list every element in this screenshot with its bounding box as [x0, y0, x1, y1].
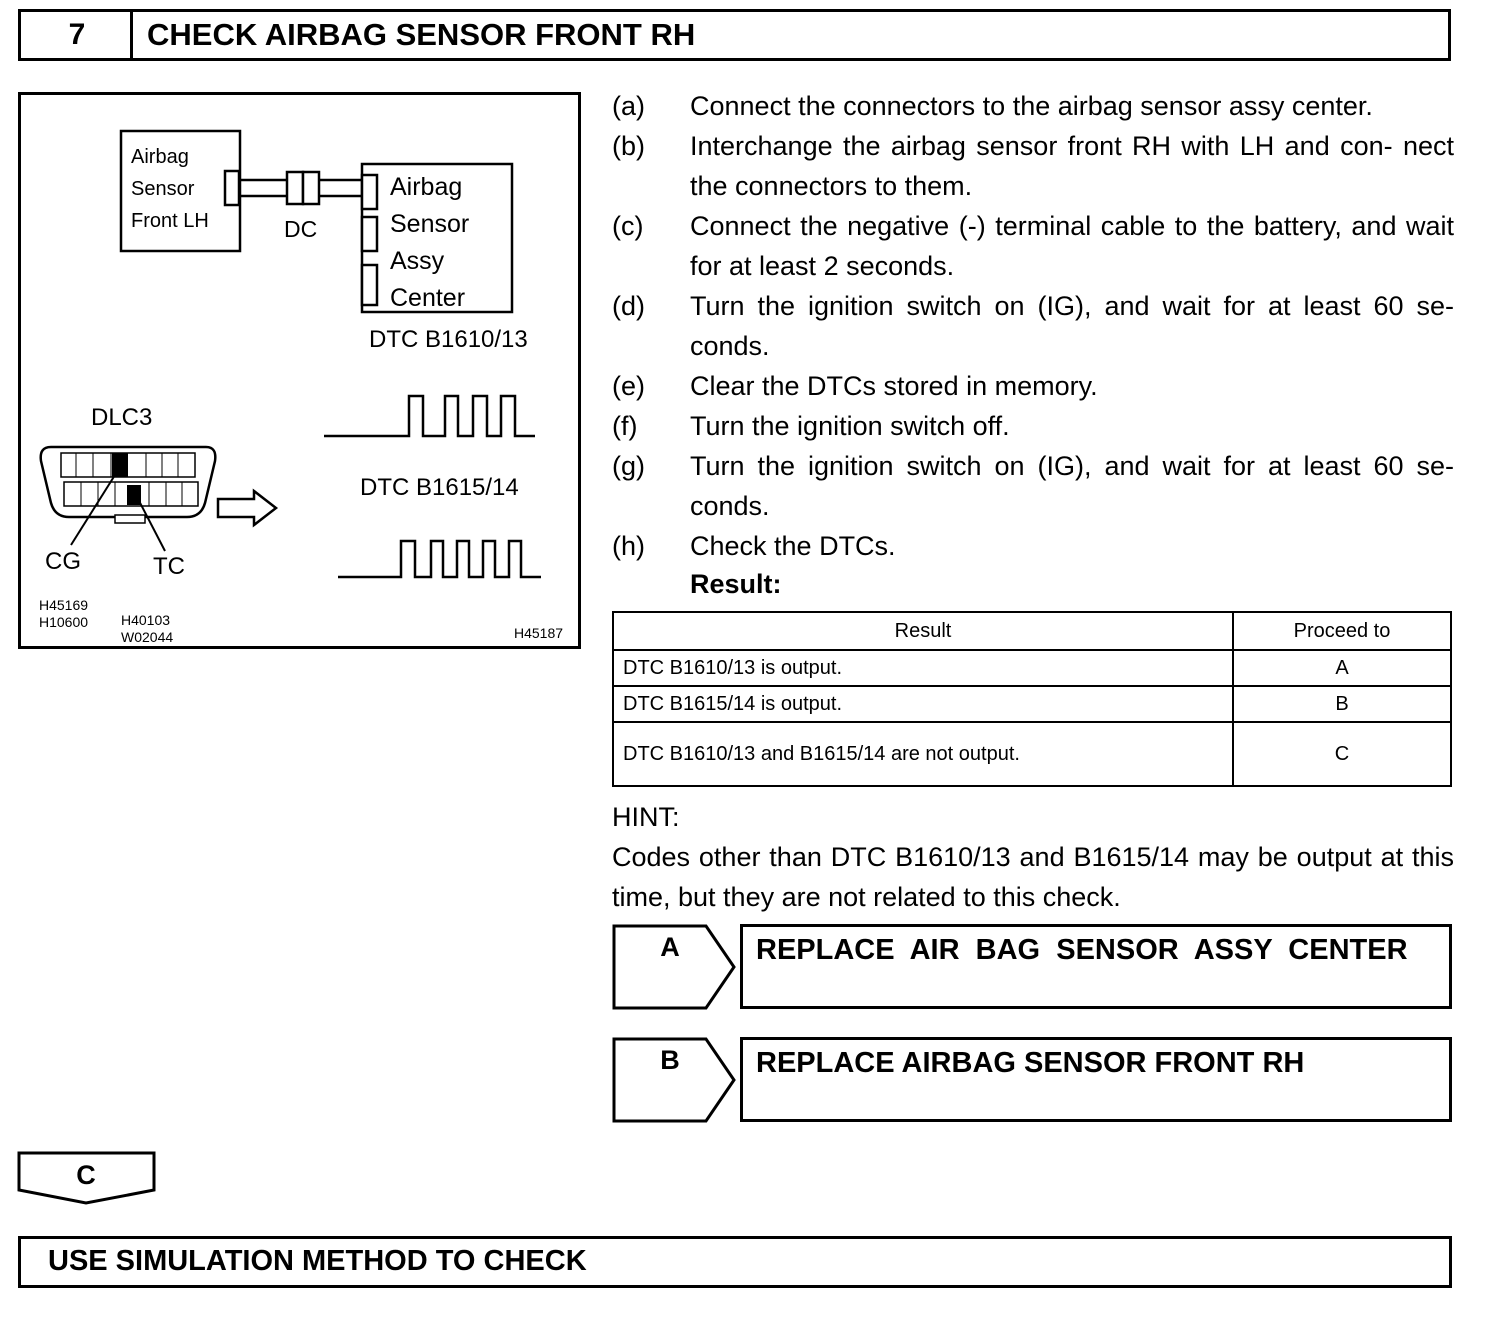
code-left-bottom: H10600 [39, 614, 89, 630]
table-header-row [613, 612, 1451, 650]
step-text: Turn the ignition switch on (IG), and wait for at least 60 se- conds. [690, 451, 1454, 521]
step-title: CHECK AIRBAG SENSOR FRONT RH [130, 9, 1451, 61]
step-key: (c) [612, 211, 644, 241]
header-proceed: Proceed to [1233, 612, 1451, 650]
cell-result: DTC B1610/13 and B1615/14 are not output. [613, 722, 1233, 786]
continue-text: USE SIMULATION METHOD TO CHECK [48, 1245, 587, 1277]
step-item [612, 86, 1454, 126]
code-mid-bottom: W02044 [121, 629, 174, 645]
connection-diagram [21, 95, 578, 646]
cell-proceed: B [1233, 686, 1451, 722]
diagram-figure [18, 92, 581, 649]
dtc2-label: DTC B1615/14 [360, 474, 519, 501]
action-a-letter: A [660, 932, 680, 962]
step-item [612, 526, 1454, 566]
center-label-3: Assy [390, 247, 445, 275]
step-text: Turn the ignition switch on (IG), and wait for at least 60 se- conds. [690, 291, 1454, 361]
cell-result: DTC B1615/14 is output. [613, 686, 1233, 722]
dc-label: DC [284, 216, 318, 242]
action-a-text: REPLACE AIR BAG SENSOR ASSY CENTER [756, 934, 1408, 966]
dtc1-label: DTC B1610/13 [369, 326, 528, 353]
dc-connector-left [287, 172, 303, 204]
dc-connector-right [303, 172, 319, 204]
center-label-4: Center [390, 284, 466, 312]
right-arrow-icon [218, 491, 276, 525]
step-item [612, 286, 1454, 366]
step-key: (b) [612, 131, 645, 161]
dlc-label: DLC3 [91, 404, 153, 431]
code-mid-top: H40103 [121, 612, 171, 628]
step-key: (d) [612, 291, 645, 321]
code-left-top: H45169 [39, 597, 89, 613]
step-key: (g) [612, 451, 645, 481]
sensor-lh-label-2: Sensor [131, 178, 195, 200]
step-item [612, 446, 1454, 526]
sensor-lh-label-3: Front LH [131, 210, 209, 232]
step-item [612, 406, 1454, 446]
step-text: Clear the DTCs stored in memory. [690, 371, 1098, 401]
dtc2-waveform [338, 541, 541, 577]
step-text: Check the DTCs. [690, 531, 896, 561]
step-key: (h) [612, 531, 645, 561]
step-number: 7 [18, 9, 133, 61]
cell-proceed: A [1233, 650, 1451, 686]
center-label-1: Airbag [390, 173, 463, 201]
step-text: Turn the ignition switch off. [690, 411, 1010, 441]
table-row [613, 650, 1451, 686]
result-table [612, 611, 1452, 787]
hint-block [612, 797, 1454, 917]
cell-proceed: C [1233, 722, 1451, 786]
tc-label: TC [153, 553, 185, 580]
step-key: (f) [612, 411, 638, 441]
hint-label: HINT: [612, 802, 680, 832]
step-item [612, 126, 1454, 206]
cell-result: DTC B1610/13 is output. [613, 650, 1233, 686]
sensor-lh-label-1: Airbag [131, 146, 189, 168]
action-b-text: REPLACE AIRBAG SENSOR FRONT RH [756, 1047, 1305, 1079]
dtc1-waveform [324, 396, 535, 436]
action-b-letter: B [660, 1045, 680, 1075]
result-label: Result: [690, 569, 782, 599]
header-result: Result [613, 612, 1233, 650]
cg-label: CG [45, 548, 81, 575]
step-item [612, 366, 1454, 406]
procedure-steps [612, 86, 1454, 566]
step-key: (a) [612, 91, 645, 121]
hint-text: Codes other than DTC B1610/13 and B1615/14 may be output at this time, but they are not related to this check. [612, 842, 1454, 912]
step-key: (e) [612, 371, 645, 401]
step-item [612, 206, 1454, 286]
step-text: Connect the connectors to the airbag sensor assy center. [690, 91, 1373, 121]
sensor-lh-connector [225, 171, 239, 205]
table-row [613, 686, 1451, 722]
center-label-2: Sensor [390, 210, 470, 238]
continue-c-letter: C [76, 1160, 96, 1190]
table-row [613, 722, 1451, 786]
step-text: Interchange the airbag sensor front RH with LH and con- nect the connectors to them. [690, 131, 1454, 201]
code-right: H45187 [514, 625, 564, 641]
step-text: Connect the negative (-) terminal cable to the battery, and wait for at least 2 seconds. [690, 211, 1454, 281]
